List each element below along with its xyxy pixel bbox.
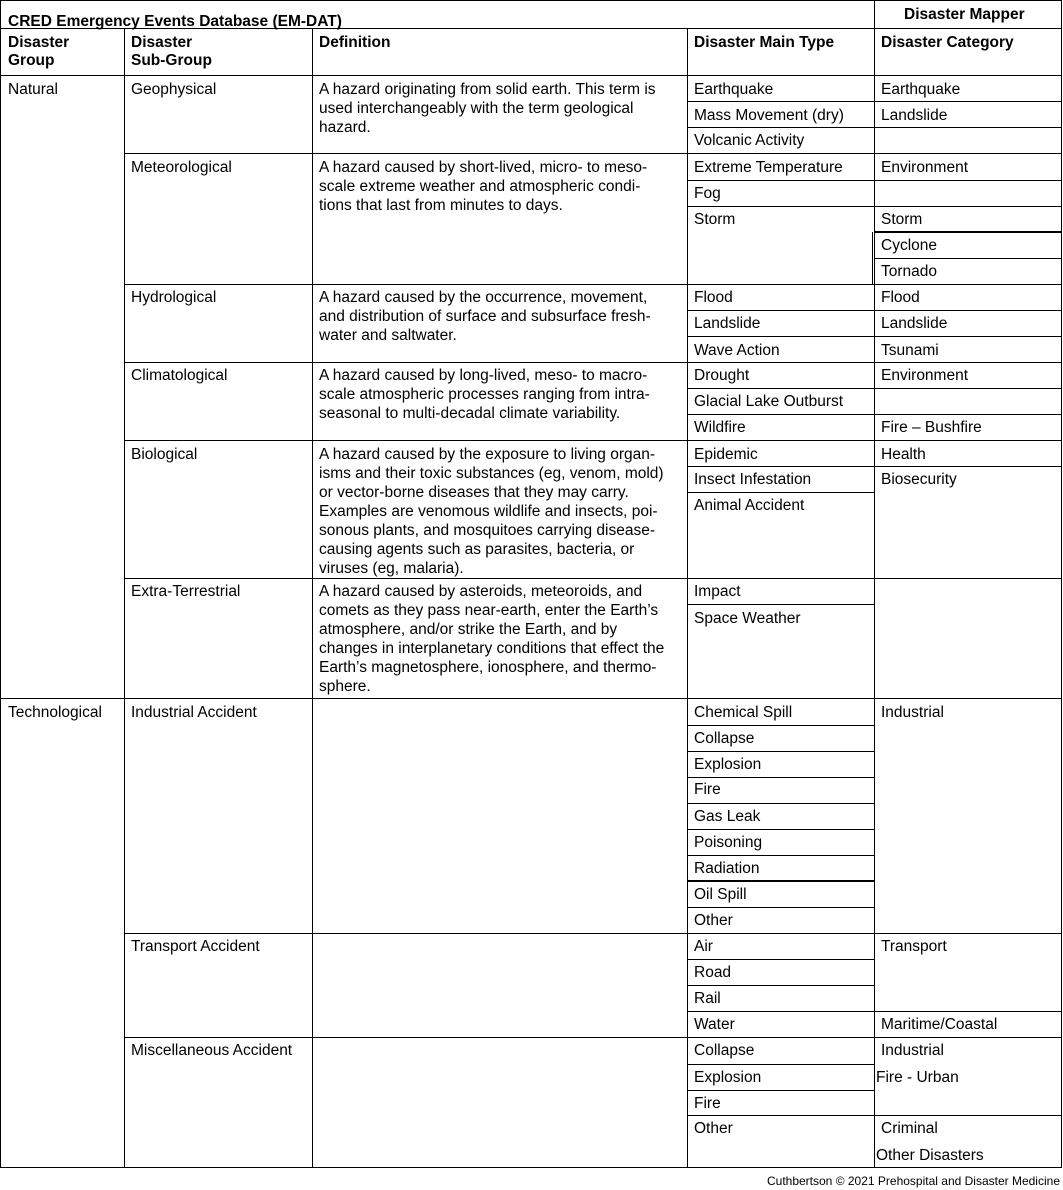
definition-line: scale extreme weather and atmospheric condi-	[319, 178, 641, 195]
main-type-cell: Animal Accident	[694, 497, 805, 514]
definition-cell	[319, 366, 681, 423]
table-title: CRED Emergency Events Database (EM-DAT)	[8, 13, 342, 30]
table-border-top	[0, 0, 1062, 1]
category-cell: Transport	[881, 938, 947, 955]
row-divider	[687, 880, 874, 882]
table-border-left	[0, 0, 1, 1168]
main-type-cell: Epidemic	[694, 446, 758, 463]
header-bottom	[0, 75, 1062, 76]
header-subgroup-line1: Disaster	[131, 34, 193, 51]
subgroup-divider	[124, 933, 1062, 934]
definition-line: water and saltwater.	[319, 327, 457, 344]
main-type-cell: Wave Action	[694, 342, 780, 359]
row-divider	[687, 1090, 874, 1091]
definition-line: seasonal to multi-decadal climate variability.	[319, 405, 621, 422]
category-cell: Flood	[881, 289, 920, 306]
definition-cell	[319, 445, 681, 578]
definition-line: hazard.	[319, 119, 371, 136]
row-divider	[687, 855, 874, 856]
definition-line: viruses (eg, malaria).	[319, 560, 464, 577]
definition-line: atmosphere, and/or strike the Earth, and by	[319, 621, 618, 638]
row-divider	[687, 1064, 874, 1065]
row-divider	[687, 336, 1062, 337]
main-type-cell: Other	[694, 1120, 733, 1137]
category-cell: Maritime/Coastal	[881, 1016, 998, 1033]
main-type-cell: Fire	[694, 1095, 721, 1112]
row-divider	[687, 803, 874, 804]
main-type-cell: Water	[694, 1016, 735, 1033]
cell-divider	[872, 232, 873, 284]
category-cell: Environment	[881, 367, 969, 384]
main-type-cell: Gas Leak	[694, 808, 761, 825]
definition-line: used interchangeably with the term geological	[319, 100, 634, 117]
category-cell: Tsunami	[881, 342, 939, 359]
definition-line: sphere.	[319, 678, 371, 695]
row-divider	[687, 725, 874, 726]
definition-cell	[319, 158, 681, 215]
category-cell: Health	[881, 446, 926, 463]
category-cell: Other Disasters	[876, 1147, 984, 1164]
main-type-cell: Collapse	[694, 1042, 755, 1059]
subgroup-cell: Biological	[131, 446, 198, 463]
main-type-cell: Flood	[694, 289, 733, 306]
definition-line: A hazard caused by the exposure to living organ-	[319, 446, 656, 463]
subgroup-divider	[124, 1037, 1062, 1038]
row-divider	[874, 258, 1062, 259]
main-type-cell: Air	[694, 938, 713, 955]
group-technological: Technological	[8, 704, 102, 721]
subgroup-cell: Industrial Accident	[131, 704, 257, 721]
main-type-cell: Drought	[694, 367, 750, 384]
row-divider	[687, 127, 1062, 128]
definition-line: or vector-borne diseases that they may carry.	[319, 484, 629, 501]
category-cell: Fire – Bushfire	[881, 419, 982, 436]
main-type-cell: Chemical Spill	[694, 704, 793, 721]
subgroup-cell: Extra-Terrestrial	[131, 583, 241, 600]
credit-line: Cuthbertson © 2021 Prehospital and Disaster Medicine	[766, 1174, 1060, 1188]
subgroup-divider	[124, 578, 1062, 579]
row-divider	[687, 907, 874, 908]
main-type-cell: Impact	[694, 583, 741, 600]
definition-line: A hazard caused by asteroids, meteoroids, and	[319, 583, 643, 600]
definition-line: sonous plants, and mosquitoes carrying disease-	[319, 522, 656, 539]
main-type-cell: Oil Spill	[694, 886, 747, 903]
definition-line: A hazard caused by short-lived, micro- to meso-	[319, 159, 648, 176]
main-type-cell: Collapse	[694, 730, 755, 747]
row-divider	[687, 101, 1062, 102]
row-divider	[687, 310, 1062, 311]
row-divider	[687, 466, 1062, 467]
mapper-header: Disaster Mapper	[904, 6, 1025, 23]
category-cell: Cyclone	[881, 237, 937, 254]
definition-line: causing agents such as parasites, bacteria, or	[319, 541, 635, 558]
definition-line: Earth’s magnetosphere, ionosphere, and thermo-	[319, 659, 657, 676]
definition-line: A hazard caused by long-lived, meso- to macro-	[319, 367, 648, 384]
subgroup-cell: Climatological	[131, 367, 228, 384]
row-divider	[687, 180, 1062, 181]
header-group-line2: Group	[8, 52, 55, 69]
row-divider	[687, 959, 874, 960]
definition-line: comets as they pass near-earth, enter the Earth’s	[319, 602, 659, 619]
category-cell: Biosecurity	[881, 471, 957, 488]
definition-line: isms and their toxic substances (eg, venom, mold)	[319, 465, 664, 482]
category-cell: Landslide	[881, 107, 948, 124]
subgroup-divider	[124, 440, 1062, 441]
main-type-cell: Fire	[694, 781, 721, 798]
main-type-cell: Explosion	[694, 1069, 762, 1086]
header-group-line1: Disaster	[8, 34, 70, 51]
row-divider	[687, 985, 874, 986]
definition-line: tions that last from minutes to days.	[319, 197, 563, 214]
row-divider	[687, 751, 874, 752]
definition-line: A hazard originating from solid earth. This term is	[319, 81, 656, 98]
category-cell: Storm	[881, 211, 923, 228]
subgroup-cell: Hydrological	[131, 289, 217, 306]
column-divider	[687, 28, 688, 1168]
column-divider	[124, 28, 125, 1168]
main-type-cell: Mass Movement (dry)	[694, 107, 844, 124]
subgroup-cell: Geophysical	[131, 81, 217, 98]
main-type-cell: Landslide	[694, 315, 761, 332]
main-type-cell: Earthquake	[694, 81, 774, 98]
header-definition: Definition	[319, 34, 391, 51]
main-type-cell: Road	[694, 964, 732, 981]
main-type-cell: Fog	[694, 185, 721, 202]
row-divider	[687, 829, 874, 830]
definition-cell	[319, 288, 681, 345]
subgroup-cell: Miscellaneous Accident	[131, 1042, 293, 1059]
row-divider	[687, 388, 1062, 389]
definition-cell	[319, 80, 681, 137]
definition-line: and distribution of surface and subsurface fresh-	[319, 308, 651, 325]
category-cell: Tornado	[881, 263, 938, 280]
main-type-cell: Poisoning	[694, 834, 763, 851]
subgroup-cell: Meteorological	[131, 159, 232, 176]
row-divider	[687, 414, 1062, 415]
category-cell: Industrial	[881, 1042, 944, 1059]
main-type-cell: Space Weather	[694, 610, 801, 627]
main-type-cell: Glacial Lake Outburst	[694, 393, 844, 410]
column-divider	[874, 0, 875, 1168]
table-border-right	[1061, 0, 1062, 1168]
subgroup-divider	[124, 362, 1062, 363]
row-divider	[687, 1011, 1062, 1012]
row-divider	[687, 777, 874, 778]
main-type-cell: Wildfire	[694, 419, 746, 436]
main-type-cell: Explosion	[694, 756, 762, 773]
group-divider	[0, 698, 1062, 699]
category-cell: Earthquake	[881, 81, 961, 98]
category-cell: Criminal	[881, 1120, 938, 1137]
column-divider	[312, 28, 313, 1168]
row-divider	[874, 231, 1062, 233]
row-divider	[687, 206, 1062, 207]
main-type-cell: Insect Infestation	[694, 471, 812, 488]
row-divider	[687, 604, 874, 605]
category-cell: Landslide	[881, 315, 948, 332]
row-divider	[687, 492, 874, 493]
main-type-cell: Radiation	[694, 860, 760, 877]
row-divider	[687, 1115, 1062, 1116]
definition-line: scale atmospheric processes ranging from intra-	[319, 386, 650, 403]
header-main-type: Disaster Main Type	[694, 34, 835, 51]
main-type-cell: Other	[694, 912, 733, 929]
main-type-cell: Volcanic Activity	[694, 132, 805, 149]
header-subgroup-line2: Sub-Group	[131, 52, 212, 69]
header-category: Disaster Category	[881, 34, 1014, 51]
table-border-bottom	[0, 1167, 1062, 1168]
definition-cell	[319, 582, 681, 696]
definition-line: changes in interplanetary conditions that effect the	[319, 640, 665, 657]
definition-line: A hazard caused by the occurrence, movement,	[319, 289, 648, 306]
subgroup-cell: Transport Accident	[131, 938, 260, 955]
main-type-cell: Rail	[694, 990, 721, 1007]
definition-line: Examples are venomous wildlife and insects, poi-	[319, 503, 658, 520]
category-cell: Fire - Urban	[876, 1069, 959, 1086]
main-type-cell: Extreme Temperature	[694, 159, 843, 176]
category-cell: Industrial	[881, 704, 944, 721]
subgroup-divider	[124, 284, 1062, 285]
group-natural: Natural	[8, 81, 58, 98]
category-cell: Environment	[881, 159, 969, 176]
subgroup-divider	[124, 153, 1062, 154]
main-type-cell: Storm	[694, 211, 736, 228]
